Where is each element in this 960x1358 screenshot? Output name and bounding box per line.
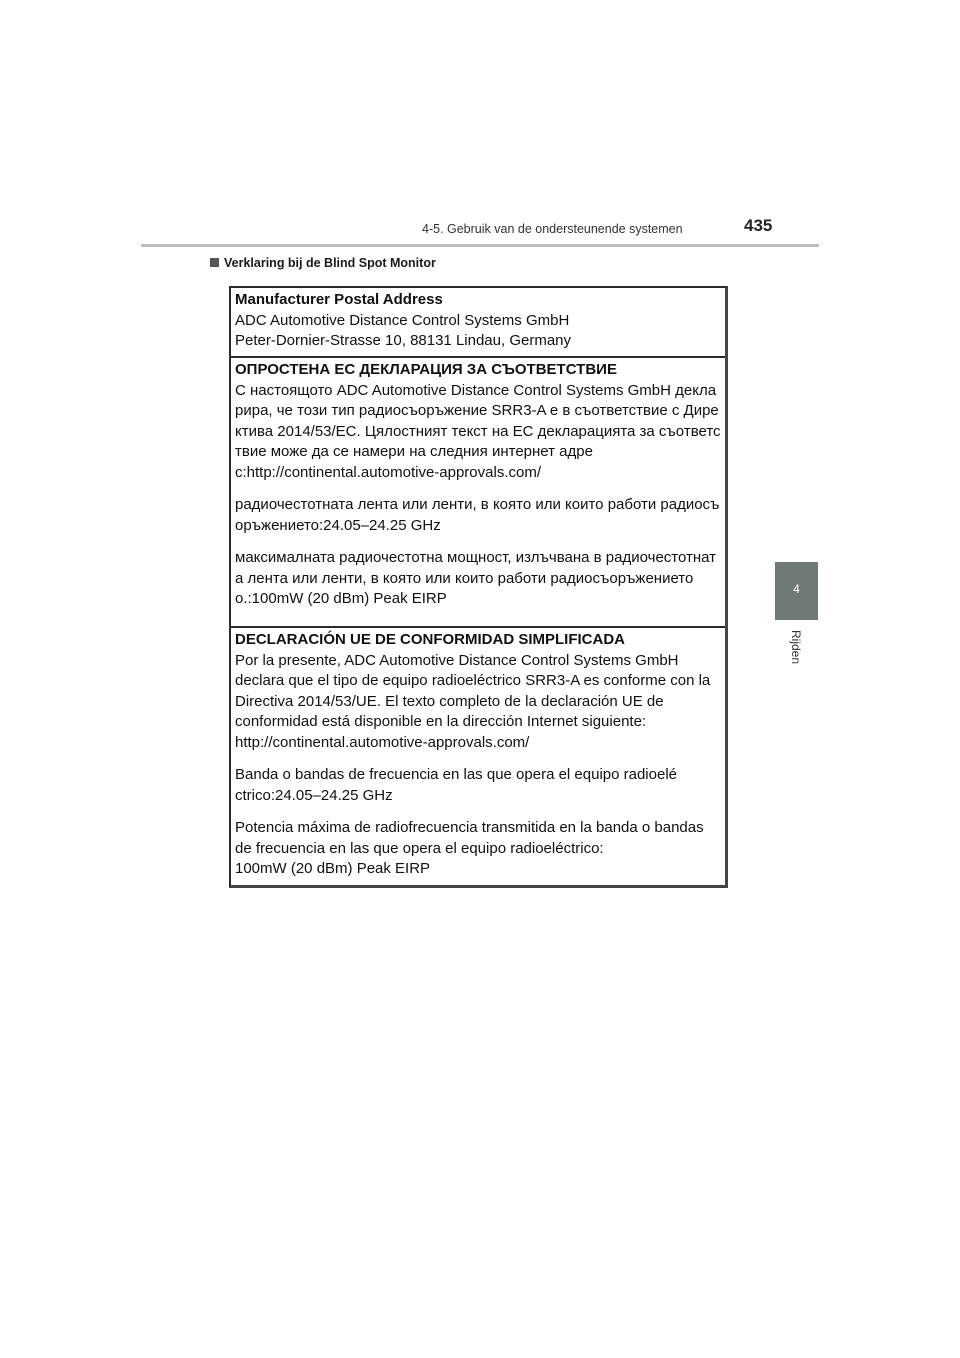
bulgarian-line: С настоящото ADC Automotive Distance Control Systems GmbH декла [235, 381, 717, 399]
bulgarian-line: о.:100mW (20 dBm) Peak EIRP [235, 590, 447, 607]
spanish-section [231, 626, 725, 885]
bulgarian-line: ктива 2014/53/ЕС. Цялостният текст на ЕС декларацията за съответс [235, 422, 721, 440]
bulgarian-section [231, 356, 725, 626]
spanish-line: ctrico:24.05–24.25 GHz [235, 786, 393, 804]
bulgarian-line: с:http://continental.automotive-approvals.com/ [235, 463, 541, 481]
spanish-line: conformidad está disponible en la dirección Internet siguiente: [235, 713, 647, 730]
spanish-line: Potencia máxima de radiofrecuencia transmitida en la banda o bandas [235, 819, 704, 836]
paragraph-gap [235, 536, 725, 548]
spanish-line: Por la presente, ADC Automotive Distance Control Systems GmbH [235, 651, 679, 669]
bulgarian-line: максималната радиочестотна мощност, излъчвана в радиочестотнат [235, 549, 717, 566]
bulgarian-line: твие може да се намери на следния интернет адре [235, 443, 593, 460]
spanish-line: 100mW (20 dBm) Peak EIRP [235, 860, 431, 877]
bulgarian-title: ОПРОСТЕНА ЕС ДЕКЛАРАЦИЯ ЗА СЪОТВЕТСТВИЕ [235, 361, 617, 378]
chapter-label: Rijden [789, 630, 803, 665]
paragraph-gap [235, 806, 725, 818]
bulgarian-line: оръжението:24.05–24.25 GHz [235, 516, 441, 534]
manufacturer-line: Peter-Dornier-Strasse 10, 88131 Lindau, Germany [235, 332, 572, 349]
chapter-tab: 4 [775, 562, 818, 620]
bulgarian-line: а лента или ленти, в която или които работи радиосъоръжението [235, 569, 694, 587]
header-divider [141, 244, 819, 247]
running-header-section: 4-5. Gebruik van de ondersteunende systemen [422, 222, 683, 236]
spanish-line: http://continental.automotive-approvals.com/ [235, 733, 530, 751]
manufacturer-section [231, 288, 725, 356]
square-bullet-icon [210, 258, 219, 267]
page-number: 435 [744, 216, 773, 235]
spanish-line: declara que el tipo de equipo radioeléctrico SRR3-A es conforme con la [235, 672, 711, 689]
spanish-line: de frecuencia en las que opera el equipo radioeléctrico: [235, 839, 604, 857]
bulgarian-line: рира, че този тип радиосъоръжение SRR3-A е в съответствие с Дире [235, 402, 719, 419]
manufacturer-line: ADC Automotive Distance Control Systems GmbH [235, 311, 570, 329]
spanish-line: Directiva 2014/53/UE. El texto completo de la declaración UE de [235, 692, 664, 710]
manufacturer-title: Manufacturer Postal Address [235, 291, 443, 308]
paragraph-gap [235, 483, 725, 495]
section-heading [210, 256, 436, 270]
spanish-title: DECLARACIÓN UE DE CONFORMIDAD SIMPLIFICADA [235, 631, 625, 648]
declaration-box [229, 286, 728, 888]
spanish-line: Banda o bandas de frecuencia en las que opera el equipo radioelé [235, 766, 678, 783]
paragraph-gap [235, 753, 725, 765]
bulgarian-line: радиочестотната лента или ленти, в която или които работи радиосъ [235, 496, 720, 513]
section-heading-text: Verklaring bij de Blind Spot Monitor [224, 256, 436, 270]
